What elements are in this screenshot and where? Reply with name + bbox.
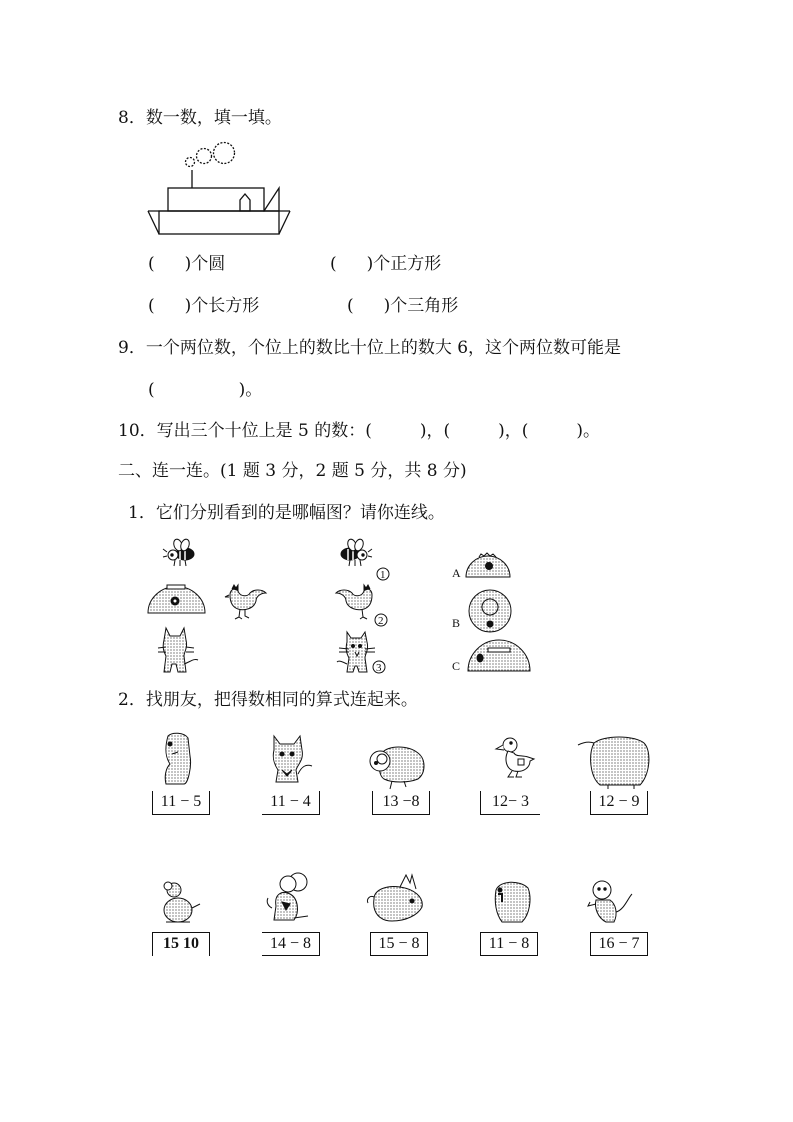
monkey-icon [588, 881, 632, 922]
triangle-count-label: )个三角形 [383, 296, 459, 316]
section-2-heading: 二、连一连。(1 题 3 分，2 题 5 分，共 8 分) [118, 461, 467, 481]
expr-box-14-8[interactable]: 14 − 8 [262, 932, 320, 956]
paren-open: ( [330, 254, 337, 274]
expr-box-11-4[interactable]: 11 − 4 [262, 791, 320, 815]
option-c-label: C [452, 659, 461, 673]
q8-title: 8．数一数，填一填。 [118, 108, 282, 128]
expr-box-15-8[interactable]: 15 − 8 [370, 932, 428, 956]
sheep-icon [370, 747, 424, 789]
expr-box-15-10[interactable]: 15 10 [152, 932, 210, 956]
label-3: 3 [376, 662, 382, 674]
circle-count-label: )个圆 [184, 254, 226, 274]
paren-open: ( [347, 296, 354, 316]
expr-box-11-8[interactable]: 11 − 8 [480, 932, 538, 956]
paren-close: )。 [576, 421, 601, 441]
squirrel-icon [267, 873, 308, 920]
duck-icon [496, 738, 534, 777]
s2-q2-text: 2．找朋友，把得数相同的算式连起来。 [118, 690, 418, 710]
label-2: 2 [378, 615, 384, 627]
s2-q1-text: 1．它们分别看到的是哪幅图？请你连线。 [128, 503, 445, 523]
dog-icon [165, 733, 190, 784]
expr-box-13-8[interactable]: 13 −8 [372, 791, 430, 815]
paren-open: ( [148, 380, 155, 400]
paren-open: ( [148, 296, 155, 316]
expr-box-12-9[interactable]: 12 − 9 [590, 791, 648, 815]
expr-box-11-5[interactable]: 11 − 5 [152, 791, 210, 815]
paren-open: ( [148, 254, 155, 274]
expr-box-16-7[interactable]: 16 − 7 [590, 932, 648, 956]
q9-text: 9．一个两位数，个位上的数比十位上的数大 6，这个两位数可能是 [118, 338, 622, 358]
square-count-label: )个正方形 [366, 254, 442, 274]
label-1: 1 [380, 569, 386, 581]
q10-text: 10．写出三个十位上是 5 的数：( [118, 421, 372, 441]
cat-icon [273, 736, 312, 782]
rabbit-icon [367, 875, 422, 921]
elephant-icon [578, 737, 649, 789]
separator: )，( [419, 421, 451, 441]
hedgehog-icon [495, 882, 530, 922]
rectangle-count-label: )个长方形 [184, 296, 260, 316]
option-a-label: A [452, 566, 461, 580]
expr-box-12-3[interactable]: 12− 3 [480, 791, 540, 815]
paren-close: )。 [238, 380, 263, 400]
mouse-icon [164, 882, 200, 922]
option-b-label: B [452, 616, 461, 630]
separator: )，( [498, 421, 529, 441]
